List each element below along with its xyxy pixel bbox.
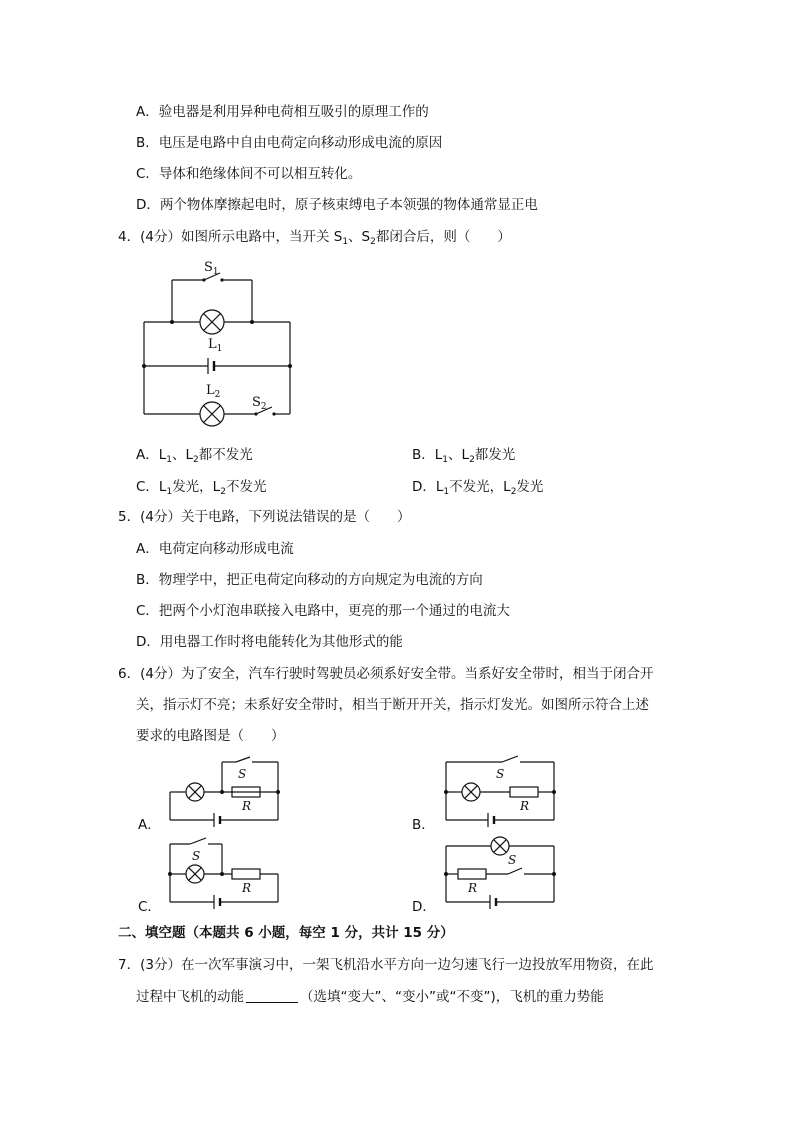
- q3-option-a: A．验电器是利用异种电荷相互吸引的原理工作的: [136, 104, 429, 120]
- q7-line2: 过程中飞机的动能 （选填“变大”、“变小”或“不变”)，飞机的重力势能: [136, 989, 604, 1005]
- q6-circuit-a: [166, 758, 286, 828]
- s2-label: $S_2$: [252, 395, 267, 412]
- q6-option-b-label: B．: [412, 817, 435, 833]
- q7-answer-blank[interactable]: [246, 989, 298, 1003]
- svg-text:R: R: [520, 799, 530, 813]
- svg-text:R: R: [468, 881, 478, 895]
- q6-circuit-b: [442, 758, 562, 828]
- q4-stem: 4．(4分）如图所示电路中，当开关 $S_1$、$S_2$都闭合后，则（ ）: [118, 229, 511, 247]
- q3-option-d: D．两个物体摩擦起电时，原子核束缚电子本领强的物体通常显正电: [136, 197, 538, 213]
- q6-option-d-label: D．: [412, 899, 436, 915]
- q4-option-d: D．$L_1$不发光，$L_2$发光: [412, 479, 544, 497]
- q4-option-c: C．$L_1$发光，$L_2$不发光: [136, 479, 267, 497]
- svg-text:R: R: [242, 799, 252, 813]
- q4-option-b: B．$L_1$、$L_2$都发光: [412, 447, 516, 465]
- q7-line1: 7．(3分）在一次军事演习中，一架飞机沿水平方向一边匀速飞行一边投放军用物资，在此: [118, 957, 654, 973]
- l1-label: $L_1$: [208, 337, 223, 354]
- section-2-title: 二、填空题（本题共 6 小题，每空 1 分，共计 15 分）: [118, 925, 454, 941]
- l2-label: $L_2$: [206, 383, 221, 400]
- q6-option-c-label: C．: [138, 899, 161, 915]
- s1-label: $S_1$: [204, 260, 219, 277]
- svg-text:S: S: [508, 853, 517, 867]
- q5-option-c: C．把两个小灯泡串联接入电路中，更亮的那一个通过的电流大: [136, 603, 510, 619]
- svg-text:S: S: [192, 849, 201, 863]
- q3-option-b: B．电压是电路中自由电荷定向移动形成电流的原因: [136, 135, 443, 151]
- q5-stem: 5．(4分）关于电路，下列说法错误的是（ ）: [118, 509, 411, 525]
- svg-text:S: S: [238, 767, 247, 781]
- q6-stem-line3: 要求的电路图是（ ）: [136, 728, 285, 744]
- q6-stem-line2: 关，指示灯不亮；未系好安全带时，相当于断开开关，指示灯发光。如图所示符合上述: [136, 697, 649, 713]
- q6-option-a-label: A．: [138, 817, 161, 833]
- q5-option-a: A．电荷定向移动形成电流: [136, 541, 294, 557]
- q3-option-c: C．导体和绝缘体间不可以相互转化。: [136, 166, 362, 182]
- q4-option-a: A．$L_1$、$L_2$都不发光: [136, 447, 253, 465]
- q5-option-d: D．用电器工作时将电能转化为其他形式的能: [136, 634, 403, 650]
- q6-circuit-d: [442, 836, 562, 912]
- q4-circuit-diagram: [140, 258, 300, 420]
- q6-circuit-c: [166, 840, 286, 912]
- svg-text:R: R: [242, 881, 252, 895]
- q5-option-b: B．物理学中，把正电荷定向移动的方向规定为电流的方向: [136, 572, 483, 588]
- q6-stem-line1: 6．(4分）为了安全，汽车行驶时驾驶员必须系好安全带。当系好安全带时，相当于闭合开: [118, 666, 654, 682]
- svg-text:S: S: [496, 767, 505, 781]
